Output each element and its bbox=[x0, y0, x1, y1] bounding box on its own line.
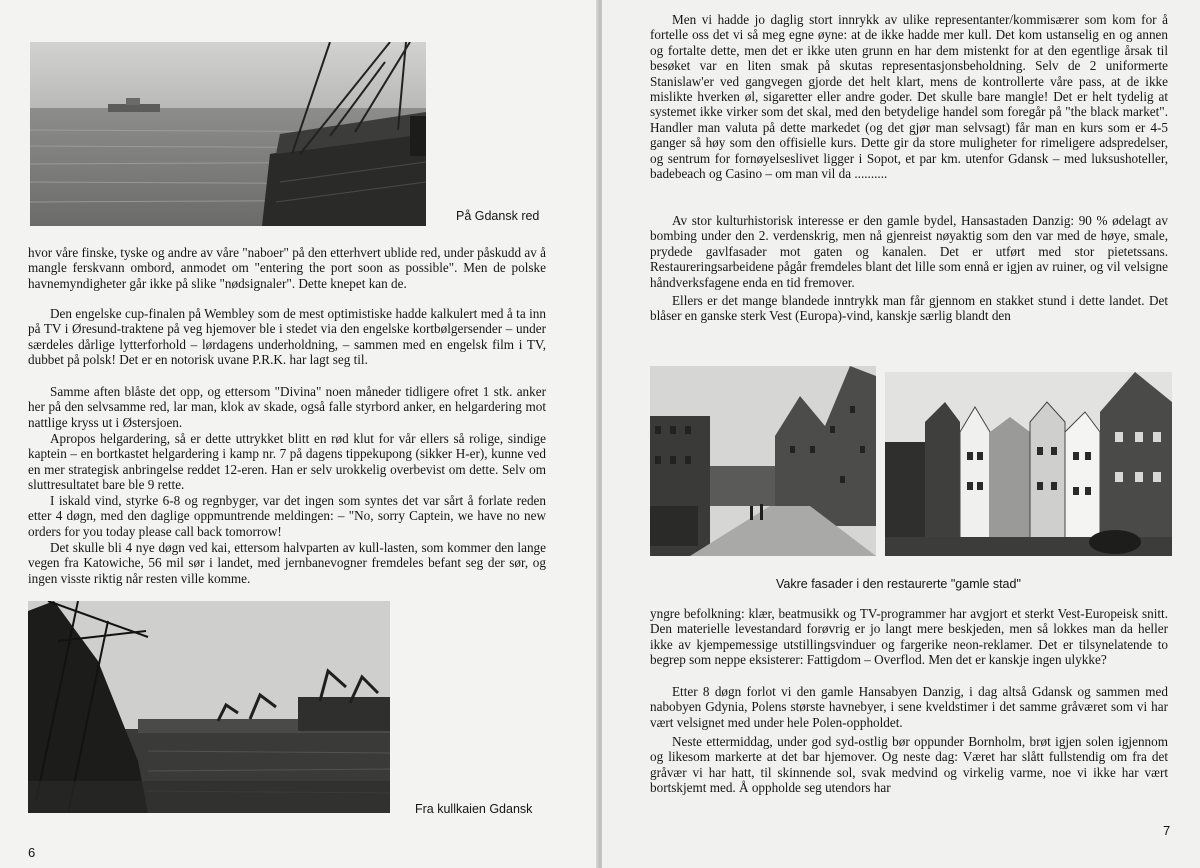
paragraph: hvor våre finske, tyske og andre av våre "naboer" på den etterhvert ublide red, under påskudd av å mangle ferskvann ombord, anmodet om "entering the port soon as possible". Men de polske havnemyndigheter går ikke på slike "nødsignaler". Dette knepet kan de. bbox=[28, 245, 546, 291]
photo-coal-quay bbox=[28, 601, 390, 813]
paragraph: Ellers er det mange blandede inntrykk man får gjennom en stakket stund i dette landet. Det blåser en ganske sterk Vest (Europa)-vind, kanskje særlig blandt den bbox=[650, 293, 1168, 324]
paragraph: Etter 8 døgn forlot vi den gamle Hansabyen Danzig, i dag altså Gdansk og sammen med nabobyen Gdynia, Polens største havnebyer, i sene kveldstimer i det samme gråværet som vi har vært velsignet med under hele Polen-oppholdet. bbox=[650, 684, 1168, 730]
right-page bbox=[602, 0, 1200, 868]
paragraph: Neste ettermiddag, under god syd-ostlig bør oppunder Bornholm, brøt igjen solen igjennom og likesom markerte at det bar hjemover. Og neste dag: Været har slått fullstendig om fra det gråvær vi har hatt, til skinnende sol, svak medvind og virkelig varme, noe vi ikke har vært bortskjemt med. Å oppholde seg utendors har bbox=[650, 734, 1168, 796]
paragraph: yngre befolkning: klær, beatmusikk og TV-programmer har avgjort et sterkt Vest-Europeisk snitt. Den materielle levestandard forøvrig er jo langt mere beskjeden, men så lokkes man da heller ikke av kjempemessige utstillingsvinduer og fargerike neon-reklamer. Det er tilsynelatende to begrep som neppe eksisterer: Fattigdom – Overflod. Men det er kanskje ingen ulykke? bbox=[650, 606, 1168, 668]
photo-caption: På Gdansk red bbox=[456, 209, 540, 223]
page-number: 7 bbox=[1163, 823, 1171, 838]
photo-caption: Fra kullkaien Gdansk bbox=[415, 802, 533, 816]
paragraph: Det skulle bli 4 nye døgn ved kai, ettersom halvparten av kull-lasten, som kommer den lange vegen fra Katowiche, 56 mil sør i landet, med jernbanevogner fremdeles befant seg der sør, og ingen visste riktig når resten ville komme. bbox=[28, 540, 546, 586]
paragraph: Den engelske cup-finalen på Wembley som de mest optimistiske hadde kalkulert med å ta inn på TV i Øresund-traktene på veg hjemover ble i stedet via den engelske kortbølgersender – under særdeles dårlige lytterforhold – lørdagens underholdning, – sammen med en engelsk film i TV, dubbet på polsk! Det er en notorisk uvane P.R.K. har lagt seg til. bbox=[28, 306, 546, 368]
page-number: 6 bbox=[28, 845, 36, 860]
paragraph: Men vi hadde jo daglig stort innrykk av ulike representanter/kommisærer som kom for å fortelle oss det vi så meg egne øyne: at de ikke hadde mer kull. Det kom ustanselig en og annen og fortalte dette, men det er ikke uten grunn en har dem mistenkt for at den egentlige årsak til besøket var en liten smak på skutas representasjonsbeholdning. Selv de 2 uniformerte Stanislaw'er ved gangvegen gjorde det helt klart, mens de kontrollerte våre pass, at de ikke mislikte hverken øl, sigaretter eller andre goder. Det skulle bare mangle! Det er helt tydelig at systemet ikke virker som det skal, med den betydelige handel som foregår på "the black market". Handler man valuta på dette markedet (og det gjør man selvsagt) får man en kurs som er 4-5 ganger så høy som den offisielle kurs. Dette gir da store muligheter for rimeligere adspredelser, og sentrum for fornøyelseslivet ligger i Sopot, et par km. utenfor Gdansk – med luksushoteller, badebeach og Casino – om man vil da .......... bbox=[650, 12, 1168, 182]
photo-caption: Vakre fasader i den restaurerte "gamle stad" bbox=[776, 577, 1021, 591]
photo-gabled-facades bbox=[885, 372, 1172, 556]
paragraph: Samme aften blåste det opp, og ettersom "Divina" noen måneder tidligere ofret 1 stk. anker her på den selvsamme red, lar man, klok av skade, også falle styrbord anker, en helgardering mot nattlige kryss ut i Østersjoen. bbox=[28, 384, 546, 430]
photo-ship-at-roadstead bbox=[30, 42, 426, 226]
paragraph: I iskald vind, styrke 6-8 og regnbyger, var det ingen som syntes det var sårt å forlate reden etter 4 døgn, med den daglige oppmuntrende meldingen: – "No, sorry Captein, we have no new orders for you today please call back tomorrow! bbox=[28, 493, 546, 539]
left-page bbox=[0, 0, 598, 868]
photo-old-town-street bbox=[650, 366, 876, 556]
paragraph: Apropos helgardering, så er dette uttrykket blitt en rød klut for vår ellers så rolige, sindige kaptein – en bortkastet helgardering i kamp nr. 7 på dagens tippekupong (sikker H-er), kunne ved en mer strategisk anbringelse reddet 12-eren. Han er selv urokkelig overbevist om dette. Selv om sluttresultatet bare ble 9 rette. bbox=[28, 431, 546, 493]
paragraph: Av stor kulturhistorisk interesse er den gamle bydel, Hansastaden Danzig: 90 % ødelagt av bombing under den 2. verdenskrig, men nå gjenreist nøyaktig som den var med de høye, smale, prydede gavlfasader mot gaten og kanalen. Det er utført med stor pietetssans. Restaureringsarbeidene pågår fremdeles blant det lille som ennå er igjen av ruiner, og vil velsigne håndverksfagene enda en tid fremover. bbox=[650, 213, 1168, 290]
